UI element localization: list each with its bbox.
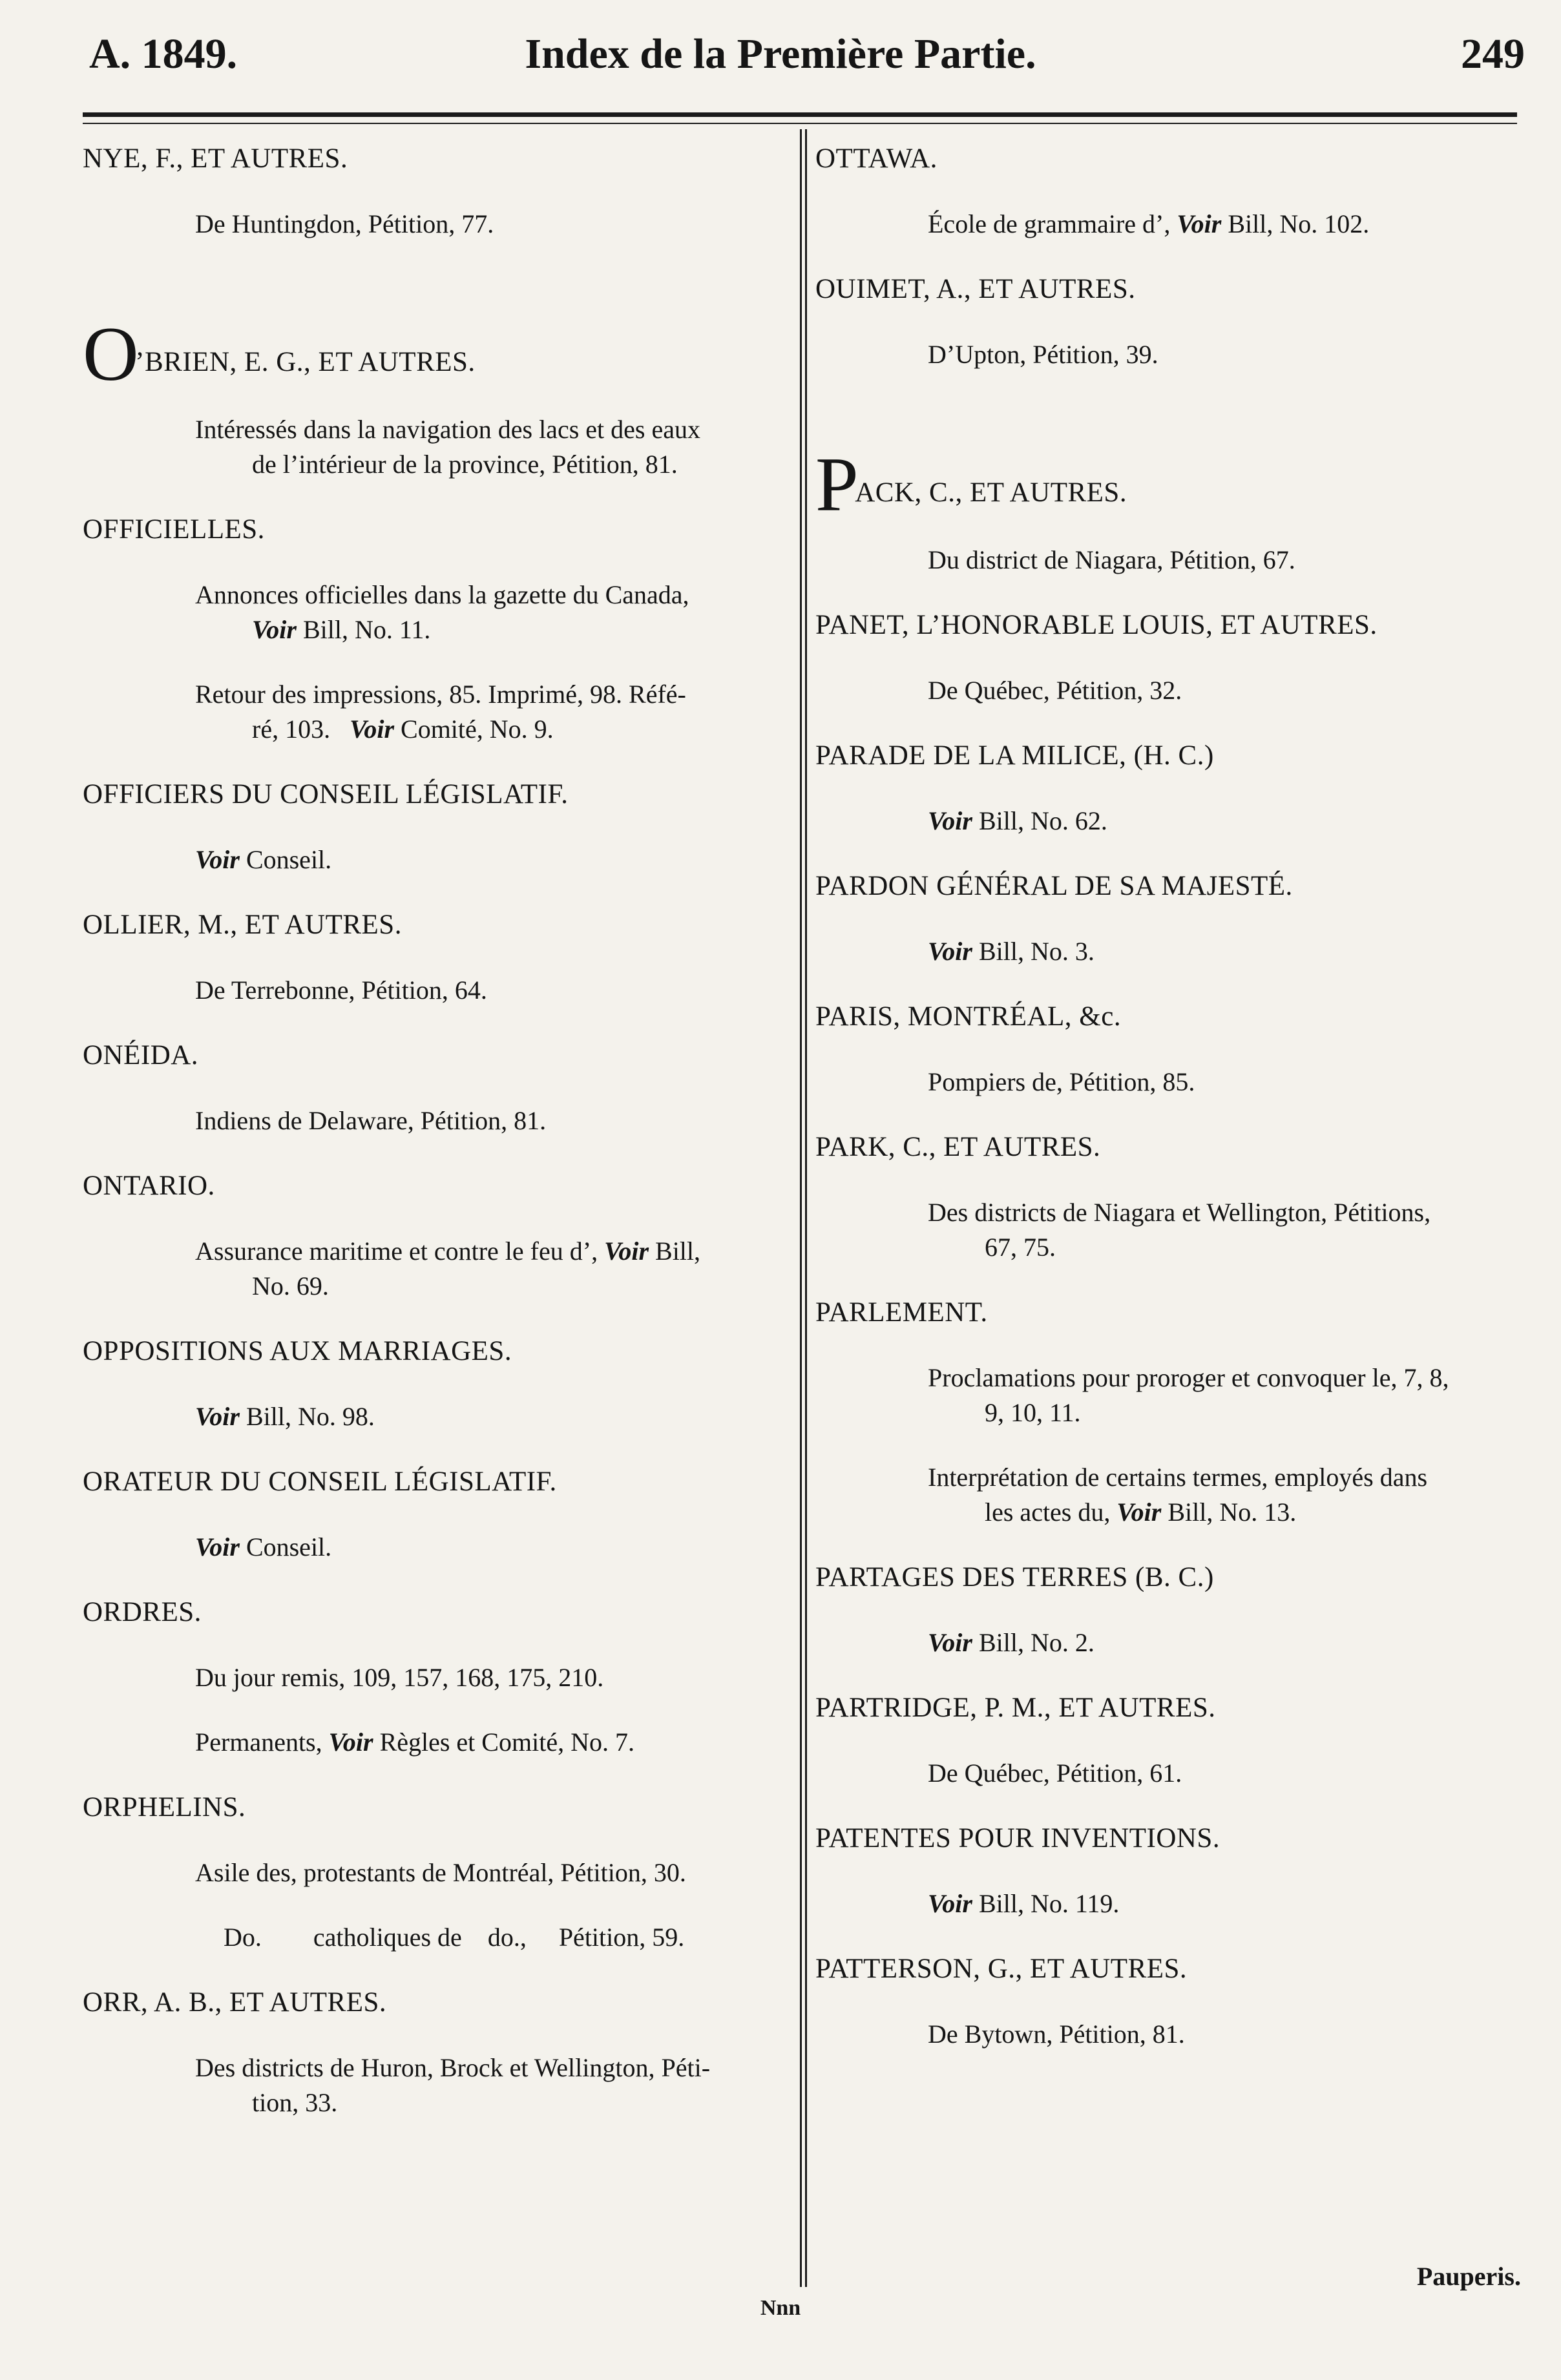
signature-mark: Nnn	[760, 2296, 801, 2320]
sub-line-cont	[195, 712, 793, 747]
voir-ref: Voir	[928, 806, 972, 835]
column-divider	[800, 129, 802, 2287]
ref-text: Règles et Comité, No. 7.	[379, 1728, 634, 1757]
entry-sub: De Québec, Pétition, 32.	[928, 676, 1182, 705]
entry-sub	[83, 1725, 793, 1760]
heading-text: ’BRIEN, E. G., ET AUTRES.	[135, 347, 476, 377]
sub-line: Annonces officielles dans la gazette du Canada,	[195, 580, 689, 609]
heading-text: ACK, C., ET AUTRES.	[855, 477, 1127, 508]
ref-text: Bill, No. 102.	[1228, 209, 1370, 238]
entry-heading: OUIMET, A., ET AUTRES.	[815, 274, 1136, 304]
ref-text: Bill, No. 13.	[1168, 1498, 1297, 1527]
entry-heading: OTTAWA.	[815, 143, 938, 174]
right-column	[815, 141, 1526, 2052]
ref-text: ré, 103.	[252, 715, 331, 744]
left-column	[83, 141, 793, 2120]
entry-heading: ORR, A. B., ET AUTRES.	[83, 1987, 387, 2018]
entry-sub	[815, 1625, 1526, 1660]
ref-text: Conseil.	[246, 845, 332, 874]
ref-text: Conseil.	[246, 1532, 332, 1561]
entry-sub: Du district de Niagara, Pétition, 67.	[928, 545, 1295, 574]
entry-sub	[83, 578, 793, 647]
entry-sub	[815, 1361, 1526, 1430]
sub-line: Assurance maritime et contre le feu d’,	[195, 1237, 598, 1266]
sub-line-cont	[195, 612, 793, 647]
entry-sub: Asile des, protestants de Montréal, Pétition, 30.	[195, 1858, 686, 1887]
entry-sub: Du jour remis, 109, 157, 168, 175, 210.	[195, 1663, 604, 1692]
entry-sub	[83, 677, 793, 747]
entry-heading: ORDRES.	[83, 1597, 202, 1627]
drop-initial: P	[815, 441, 859, 527]
entry-heading: PARDON GÉNÉRAL DE SA MAJESTÉ.	[815, 871, 1293, 901]
entry-heading: OFFICIELLES.	[83, 514, 265, 545]
ref-text: Bill, No. 62.	[978, 806, 1107, 835]
entry-sub	[815, 1460, 1526, 1530]
ref-text: Bill,	[655, 1237, 701, 1266]
ditto-text: catholiques de	[313, 1923, 462, 1952]
ditto: do.,	[487, 1923, 527, 1952]
entry-heading: OFFICIERS DU CONSEIL LÉGISLATIF.	[83, 779, 569, 809]
sub-line-cont: de l’intérieur de la province, Pétition, 81.	[252, 450, 678, 479]
header-rule-thin	[83, 123, 1517, 124]
sub-line-cont: 67, 75.	[985, 1233, 1056, 1262]
entry-sub	[83, 1234, 793, 1304]
entry-sub: D’Upton, Pétition, 39.	[928, 340, 1158, 369]
voir-ref: Voir	[328, 1728, 373, 1757]
entry-heading: PARTRIDGE, P. M., ET AUTRES.	[815, 1693, 1216, 1723]
ref-text: Bill, No. 98.	[246, 1402, 375, 1431]
header-title: Index de la Première Partie.	[525, 30, 1036, 78]
entry-heading: PARK, C., ET AUTRES.	[815, 1132, 1101, 1162]
entry-heading	[83, 311, 793, 397]
entry-sub: De Bytown, Pétition, 81.	[928, 2020, 1185, 2049]
sub-line-cont: tion, 33.	[252, 2088, 338, 2117]
ref-text: Bill, No. 119.	[978, 1889, 1120, 1918]
entry-heading	[815, 441, 1526, 527]
voir-ref: Voir	[195, 1402, 240, 1431]
entry-heading: NYE, F., ET AUTRES.	[83, 143, 348, 174]
entry-sub	[83, 842, 793, 877]
voir-ref: Voir	[928, 1628, 972, 1657]
entry-heading: ONTARIO.	[83, 1171, 215, 1201]
entry-sub	[83, 1399, 793, 1434]
entry-sub	[815, 207, 1526, 242]
entry-heading: PARLEMENT.	[815, 1297, 988, 1328]
voir-ref: Voir	[195, 845, 240, 874]
sub-line: Des districts de Huron, Brock et Wellington, Péti-	[195, 2053, 711, 2082]
sub-line-cont	[928, 1495, 1526, 1530]
entry-heading: OPPOSITIONS AUX MARRIAGES.	[83, 1336, 512, 1366]
entry-sub	[815, 1195, 1526, 1265]
ref-text: Bill, No. 2.	[978, 1628, 1095, 1657]
sub-line: Permanents,	[195, 1728, 322, 1757]
sub-line-cont: No. 69.	[252, 1271, 329, 1300]
entry-heading: ONÉIDA.	[83, 1040, 199, 1070]
ditto-row	[83, 1920, 793, 1955]
sub-line-cont: 9, 10, 11.	[985, 1398, 1081, 1427]
voir-ref: Voir	[604, 1237, 649, 1266]
entry-heading: OLLIER, M., ET AUTRES.	[83, 910, 402, 940]
entry-heading: PARTAGES DES TERRES (B. C.)	[815, 1562, 1214, 1592]
ref-text: les actes du,	[985, 1498, 1111, 1527]
ref-text: Bill, No. 3.	[978, 937, 1095, 966]
entry-sub: De Québec, Pétition, 61.	[928, 1759, 1182, 1788]
sub-line: Des districts de Niagara et Wellington, Pétitions,	[928, 1198, 1431, 1227]
entry-sub	[83, 1530, 793, 1565]
entry-sub: De Huntingdon, Pétition, 77.	[195, 209, 494, 238]
sub-line: Retour des impressions, 85. Imprimé, 98. Réfé-	[195, 680, 686, 709]
voir-ref: Voir	[928, 937, 972, 966]
header-year: A. 1849.	[89, 30, 238, 78]
sub-line: Proclamations pour proroger et convoquer le, 7, 8,	[928, 1363, 1449, 1392]
entry-sub	[815, 934, 1526, 969]
entry-heading: PATTERSON, G., ET AUTRES.	[815, 1954, 1188, 1984]
entry-sub	[815, 804, 1526, 839]
entry-heading: PARADE DE LA MILICE, (H. C.)	[815, 740, 1214, 771]
entry-sub: Indiens de Delaware, Pétition, 81.	[195, 1106, 547, 1135]
entry-heading: PARIS, MONTRÉAL, &c.	[815, 1001, 1122, 1032]
voir-ref: Voir	[252, 615, 297, 644]
ditto: Do.	[224, 1923, 262, 1952]
entry-heading: ORPHELINS.	[83, 1792, 246, 1822]
ditto-text: Pétition, 59.	[558, 1923, 685, 1952]
sub-line: Intéressés dans la navigation des lacs et des eaux	[195, 415, 700, 444]
drop-initial: O	[83, 311, 140, 397]
entry-heading: PATENTES POUR INVENTIONS.	[815, 1823, 1221, 1853]
page-number: 249	[1461, 30, 1525, 78]
ref-text: Comité, No. 9.	[401, 715, 554, 744]
entry-heading: ORATEUR DU CONSEIL LÉGISLATIF.	[83, 1467, 557, 1497]
catchword: Pauperis.	[1416, 2262, 1521, 2291]
entry-sub	[83, 2051, 793, 2120]
voir-ref: Voir	[1116, 1498, 1162, 1527]
running-header	[0, 26, 1561, 90]
voir-ref: Voir	[928, 1889, 972, 1918]
entry-heading: PANET, L’HONORABLE LOUIS, ET AUTRES.	[815, 610, 1378, 640]
entry-sub	[815, 1886, 1526, 1921]
voir-ref: Voir	[195, 1532, 240, 1561]
entry-sub	[83, 412, 793, 482]
sub-line: École de grammaire d’,	[928, 209, 1171, 238]
ref-text: Bill, No. 11.	[302, 615, 431, 644]
header-rule-thick	[83, 112, 1517, 117]
entry-sub: Pompiers de, Pétition, 85.	[928, 1067, 1195, 1096]
entry-sub: De Terrebonne, Pétition, 64.	[195, 976, 487, 1005]
column-divider	[805, 129, 807, 2287]
sub-line: Interprétation de certains termes, employés dans	[928, 1463, 1428, 1492]
voir-ref: Voir	[350, 715, 395, 744]
voir-ref: Voir	[1177, 209, 1222, 238]
